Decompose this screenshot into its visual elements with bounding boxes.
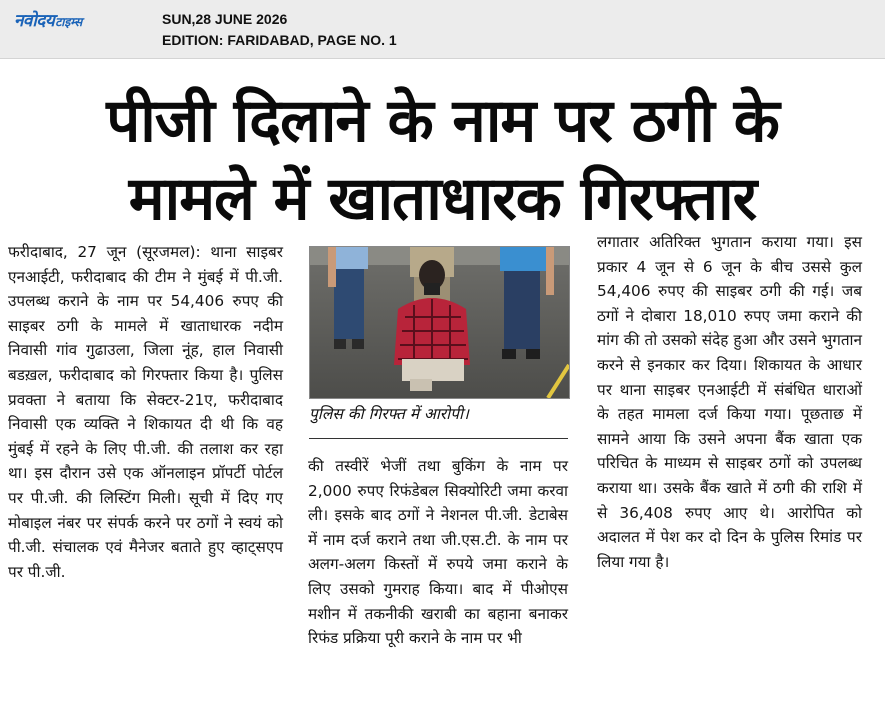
news-photo <box>309 246 570 399</box>
column-2-text: की तस्वीरें भेजीं तथा बुकिंग के नाम पर 2,000 रुपए रिफंडेबल सिक्योरिटी जमा करवा ली। इसके बाद ठगों ने नेशनल पी.जी. डेटाबेस में नाम दर्ज कराने तथा जी.एस.टी. के नाम पर अलग-अलग किस्तों में रुपये जमा कराने के लिए उसको गुमराह किया। बाद में पीओएस मशीन में तकनीकी खराबी का बहाना बनाकर रिफंड प्रक्रिया पूरी कराने के नाम पर भी <box>308 457 568 648</box>
article-column-3 <box>597 230 862 574</box>
headline-line-1: पीजी दिलाने के नाम पर ठगी के <box>106 86 779 156</box>
arrest-photo-image <box>310 247 569 398</box>
photo-caption: पुलिस की गिरफ्त में आरोपी। <box>309 405 469 423</box>
caption-divider <box>309 438 568 439</box>
newspaper-logo[interactable] <box>14 8 82 34</box>
headline-line-2: मामले में खाताधारक गिरफ्तार <box>128 164 757 234</box>
edition-info <box>162 9 397 51</box>
article-column-1 <box>8 240 283 584</box>
masthead-bar <box>0 0 885 59</box>
logo-sub-text: टाइम्स <box>55 15 83 29</box>
logo-main-text: नवोदय <box>14 11 55 31</box>
date-line: SUN,28 JUNE 2026 <box>162 11 288 27</box>
article-headline <box>0 82 885 238</box>
edition-line: EDITION: FARIDABAD, PAGE NO. 1 <box>162 32 397 48</box>
column-1-text: फरीदाबाद, 27 जून (सूरजमल): थाना साइबर एनआईटी, फरीदाबाद की टीम ने मुंबई में पी.जी. उपलब्ध कराने के नाम पर 54,406 रुपए की साइबर ठगी के मामले में खाताधारक नदीम निवासी गांव गुढाउला, जिला नूंह, हाल निवासी बडख़ल, फरीदाबाद को गिरफ्तार किया है। पुलिस प्रवक्ता ने बताया कि सेक्टर-21ए, फरीदाबाद निवासी एक व्यक्ति ने शिकायत दी थी कि वह मुंबई में रहने के लिए पी.जी. की तलाश कर रहा था। इस दौरान उसे एक ऑनलाइन प्रॉपर्टी पोर्टल पर पी.जी. की लिस्टिंग मिली। सूची में दिए गए मोबाइल नंबर पर संपर्क करने पर ठगों ने स्वयं को पी.जी. संचालक एवं मैनेजर बताते हुए व्हाट्सएप पर पी.जी. <box>8 243 283 581</box>
article-column-2 <box>308 454 568 651</box>
column-3-text: लगातार अतिरिक्त भुगतान कराया गया। इस प्रकार 4 जून से 6 जून के बीच उससे कुल 54,406 रुपए की साइबर ठगी की गई। जब ठगों ने दोबारा 18,010 रुपए जमा कराने की मांग की तो उसको संदेह हुआ और उसने भुगतान करने से इनकार कर दिया। शिकायत के आधार पर थाना साइबर एनआईटी में संबंधित धाराओं के तहत मामला दर्ज किया गया। पूछताछ में सामने आया कि उसने अपना बैंक खाता एक परिचित के माध्यम से साइबर ठगों को उपलब्ध कराया था। उसके बैंक खाते में ठगी की राशि में से 36,408 रुपए आए थे। आरोपित को अदालत में पेश कर दो दिन के पुलिस रिमांड पर लिया गया है। <box>597 233 862 571</box>
